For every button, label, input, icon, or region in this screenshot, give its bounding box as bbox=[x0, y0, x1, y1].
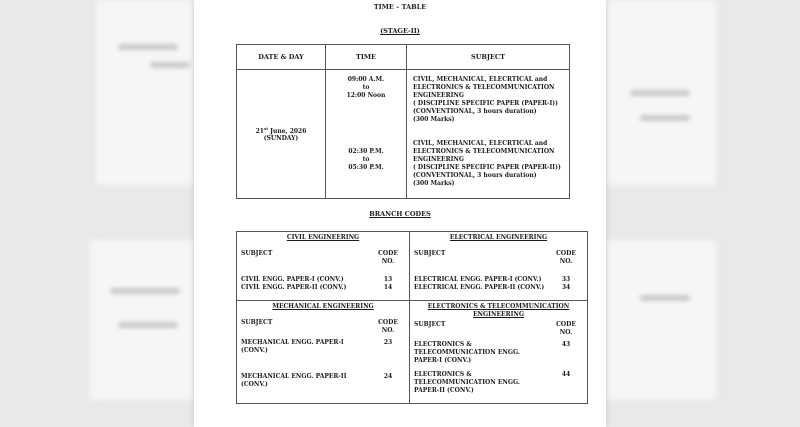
background-page-left-lower bbox=[90, 240, 194, 400]
column-header-subject: SUBJECT bbox=[407, 45, 570, 70]
background-text-line bbox=[640, 115, 690, 121]
list-item: ELECTRICAL ENGG. PAPER-II (CONV.) 34 bbox=[414, 284, 571, 291]
background-page-left bbox=[96, 0, 194, 185]
exam-timetable bbox=[236, 44, 570, 199]
exam-date: 21st June, 2026 bbox=[255, 126, 307, 135]
list-item: CIVIL ENGG. PAPER-I (CONV.) 13 bbox=[241, 276, 393, 283]
electrical-header-row: SUBJECT CODE NO. bbox=[414, 250, 576, 265]
electrical-engineering-block bbox=[410, 232, 588, 301]
civil-header-row: SUBJECT CODE NO. bbox=[241, 250, 398, 265]
list-item: ELECTRICAL ENGG. PAPER-I (CONV.) 33 bbox=[414, 276, 571, 283]
background-text-line bbox=[640, 295, 690, 301]
list-item: MECHANICAL ENGG. PAPER-II (CONV.) 24 bbox=[241, 373, 393, 388]
list-item: MECHANICAL ENGG. PAPER-I (CONV.) 23 bbox=[241, 339, 393, 354]
background-text-line bbox=[118, 44, 178, 50]
timetable-document bbox=[194, 0, 606, 427]
branch-codes-table bbox=[236, 231, 588, 404]
electrical-engineering-title: ELECTRICAL ENGINEERING bbox=[449, 234, 548, 241]
column-header-time: TIME bbox=[326, 45, 407, 70]
subject-cell bbox=[407, 70, 570, 199]
background-text-line bbox=[110, 288, 180, 294]
mechanical-header-row: SUBJECT CODE NO. bbox=[241, 319, 398, 334]
session-2-subject: CIVIL, MECHANICAL, ELECRTICAL and ELECTRONICS & TELECOMMUNICATION ENGINEERING ( DISCIPLINE SPECIFIC PAPER (PAPER-II)) (CONVENTIONAL, 3 hours duration) (300 Marks) bbox=[413, 140, 561, 187]
electronics-engineering-block bbox=[410, 301, 588, 404]
exam-date-cell bbox=[237, 70, 326, 199]
electronics-engineering-title-2: ENGINEERING bbox=[472, 311, 525, 318]
list-item: CIVIL ENGG. PAPER-II (CONV.) 14 bbox=[241, 284, 393, 291]
list-item: ELECTRONICS & TELECOMMUNICATION ENGG. PAPER-I (CONV.) 43 bbox=[414, 341, 571, 364]
stage-label: (STAGE-II) bbox=[380, 27, 420, 35]
background-text-line bbox=[118, 322, 178, 328]
list-item: ELECTRONICS & TELECOMMUNICATION ENGG. PAPER-II (CONV.) 44 bbox=[414, 371, 571, 394]
time-cell bbox=[326, 70, 407, 199]
mechanical-engineering-title: MECHANICAL ENGINEERING bbox=[272, 303, 374, 310]
session-1-time: 09:00 A.M. to 12:00 Noon bbox=[346, 76, 386, 99]
civil-engineering-title: CIVIL ENGINEERING bbox=[286, 234, 360, 241]
background-text-line bbox=[630, 90, 690, 96]
exam-day: (SUNDAY) bbox=[263, 135, 299, 142]
session-1-subject: CIVIL, MECHANICAL, ELECRTICAL and ELECTRONICS & TELECOMMUNICATION ENGINEERING ( DISCIPLINE SPECIFIC PAPER (PAPER-I)) (CONVENTIONAL, 3 hours duration) (300 Marks) bbox=[413, 76, 558, 123]
column-header-date: DATE & DAY bbox=[237, 45, 326, 70]
electronics-engineering-title: ELECTRONICS & TELECOMMUNICATION bbox=[427, 303, 570, 310]
electronics-header-row: SUBJECT CODE NO. bbox=[414, 321, 576, 336]
background-page-right-lower bbox=[606, 240, 716, 400]
branch-codes-title: BRANCH CODES bbox=[369, 210, 431, 218]
session-2-time: 02:30 P.M. to 05:30 P.M. bbox=[348, 148, 384, 171]
background-text-line bbox=[150, 62, 190, 68]
civil-engineering-block bbox=[237, 232, 410, 301]
document-title: TIME – TABLE bbox=[373, 3, 427, 11]
mechanical-engineering-block bbox=[237, 301, 410, 404]
